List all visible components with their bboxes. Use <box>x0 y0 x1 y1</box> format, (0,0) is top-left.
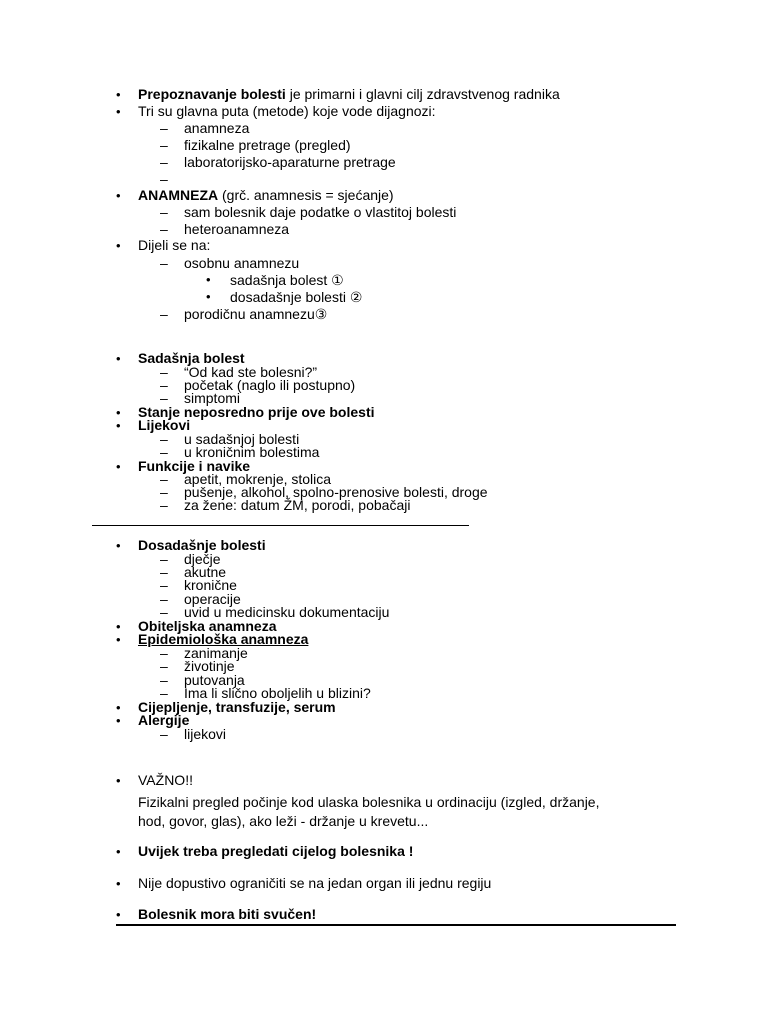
method-item: anamneza <box>184 120 250 136</box>
bullet-icon: • <box>116 538 121 553</box>
bullet-icon: • <box>116 773 121 788</box>
intro-bold: Prepoznavanje bolesti <box>138 86 286 102</box>
bullet-icon: • <box>116 619 121 634</box>
heading-cijepljenje: Cijepljenje, transfuzije, serum <box>138 699 336 715</box>
bullet-icon: • <box>116 188 121 203</box>
heading-stanje: Stanje neposredno prije ove bolesti <box>138 404 375 420</box>
list-item: akutne <box>184 564 227 580</box>
bullet-icon: • <box>116 700 121 715</box>
list-item: u sadašnjoj bolesti <box>184 431 300 447</box>
list-item: lijekovi <box>184 726 227 742</box>
bullet-icon: • <box>206 272 211 287</box>
list-item: u kroničnim bolestima <box>184 444 320 460</box>
section-divider <box>92 525 469 526</box>
heading-lijekovi: Lijekovi <box>138 417 191 433</box>
anamneza-item: sam bolesnik daje podatke o vlastitoj bolesti <box>184 204 457 220</box>
dash-icon: – <box>160 604 168 620</box>
dijeli-item: osobnu anamnezu <box>184 255 300 271</box>
dash-icon: – <box>160 564 168 580</box>
dash-icon: – <box>160 726 168 742</box>
dash-icon: – <box>160 685 168 701</box>
heading-funkcije: Funkcije i navike <box>138 458 251 474</box>
dijeli-subitem: sadašnja bolest ① <box>230 272 344 288</box>
dash-icon: – <box>160 577 168 593</box>
bullet-icon: • <box>116 87 121 102</box>
methods-line: Tri su glavna puta (metode) koje vode dijagnozi: <box>138 103 436 119</box>
dash-icon: – <box>160 672 168 688</box>
dash-icon: – <box>160 255 168 271</box>
heading-dosadasnje: Dosadašnje bolesti <box>138 537 266 553</box>
anamneza-line <box>138 188 394 202</box>
intro-rest: je primarni i glavni cilj zdravstvenog radnika <box>285 86 560 102</box>
dijeli-subitem: dosadašnje bolesti ② <box>230 289 363 305</box>
list-item: putovanja <box>184 672 245 688</box>
bullet-icon: • <box>116 104 121 119</box>
dash-icon: – <box>160 658 168 674</box>
list-item: uvid u medicinsku dokumentaciju <box>184 604 390 620</box>
heading-alergije: Alergije <box>138 712 190 728</box>
dash-icon: – <box>160 551 168 567</box>
list-item: životinje <box>184 658 235 674</box>
dash-icon: – <box>160 497 168 513</box>
heading-epidemioloska: Epidemiološka anamneza <box>138 631 309 647</box>
bullet-icon: • <box>116 459 121 474</box>
statement-bold: Bolesnik mora biti svučen! <box>138 906 317 922</box>
list-item: početak (naglo ili postupno) <box>184 377 356 393</box>
anamneza-bold: ANAMNEZA <box>138 187 219 203</box>
list-item: dječje <box>184 551 221 567</box>
list-item: “Od kad ste bolesni?” <box>184 364 318 380</box>
anamneza-rest: (grč. anamnesis = sjećanje) <box>218 187 394 203</box>
bullet-icon: • <box>116 713 121 728</box>
list-item: apetit, mokrenje, stolica <box>184 471 332 487</box>
dash-icon: – <box>160 377 168 393</box>
dash-icon: – <box>160 171 168 187</box>
dash-icon: – <box>160 364 168 380</box>
bullet-icon: • <box>206 289 211 304</box>
dash-icon: – <box>160 471 168 487</box>
bullet-icon: • <box>116 876 121 891</box>
bottom-rule <box>116 924 676 926</box>
dash-icon: – <box>160 431 168 447</box>
statement: Nije dopustivo ograničiti se na jedan organ ili jednu regiju <box>138 875 492 891</box>
dash-icon: – <box>160 484 168 500</box>
dash-icon: – <box>160 137 168 153</box>
dash-icon: – <box>160 591 168 607</box>
bullet-icon: • <box>116 844 121 859</box>
list-item: kronične <box>184 577 237 593</box>
list-item: Ima li slično oboljelih u blizini? <box>184 685 371 701</box>
bullet-icon: • <box>116 418 121 433</box>
dash-icon: – <box>160 444 168 460</box>
heading-sadasnja: Sadašnja bolest <box>138 350 245 366</box>
list-item: pušenje, alkohol, spolno-prenosive bolesti, droge <box>184 484 488 500</box>
dijeli-item: porodičnu anamnezu③ <box>184 306 328 322</box>
bullet-icon: • <box>116 632 121 647</box>
bullet-icon: • <box>116 238 121 253</box>
dash-icon: – <box>160 120 168 136</box>
paragraph-line: Fizikalni pregled počinje kod ulaska bolesnika u ordinaciju (izgled, držanje, <box>138 794 600 810</box>
heading-obiteljska: Obiteljska anamneza <box>138 618 277 634</box>
list-item: zanimanje <box>184 645 248 661</box>
bullet-icon: • <box>116 351 121 366</box>
statement-bold: Uvijek treba pregledati cijelog bolesnika ! <box>138 843 414 859</box>
list-item: simptomi <box>184 390 241 406</box>
paragraph-line: hod, govor, glas), ako leži - držanje u krevetu... <box>138 813 429 829</box>
dijeli-line: Dijeli se na: <box>138 237 211 253</box>
list-item: za žene: datum ŽM, porodi, pobačaji <box>184 497 411 513</box>
intro-line <box>138 87 560 101</box>
dash-icon: – <box>160 204 168 220</box>
dash-icon: – <box>160 221 168 237</box>
vazno-label: VAŽNO!! <box>138 772 193 788</box>
dash-icon: – <box>160 154 168 170</box>
dash-icon: – <box>160 306 168 322</box>
bullet-icon: • <box>116 405 121 420</box>
list-item: operacije <box>184 591 241 607</box>
method-item: fizikalne pretrage (pregled) <box>184 137 351 153</box>
bullet-icon: • <box>116 907 121 922</box>
anamneza-item: heteroanamneza <box>184 221 290 237</box>
dash-icon: – <box>160 390 168 406</box>
dash-icon: – <box>160 645 168 661</box>
method-item: laboratorijsko-aparaturne pretrage <box>184 154 396 170</box>
